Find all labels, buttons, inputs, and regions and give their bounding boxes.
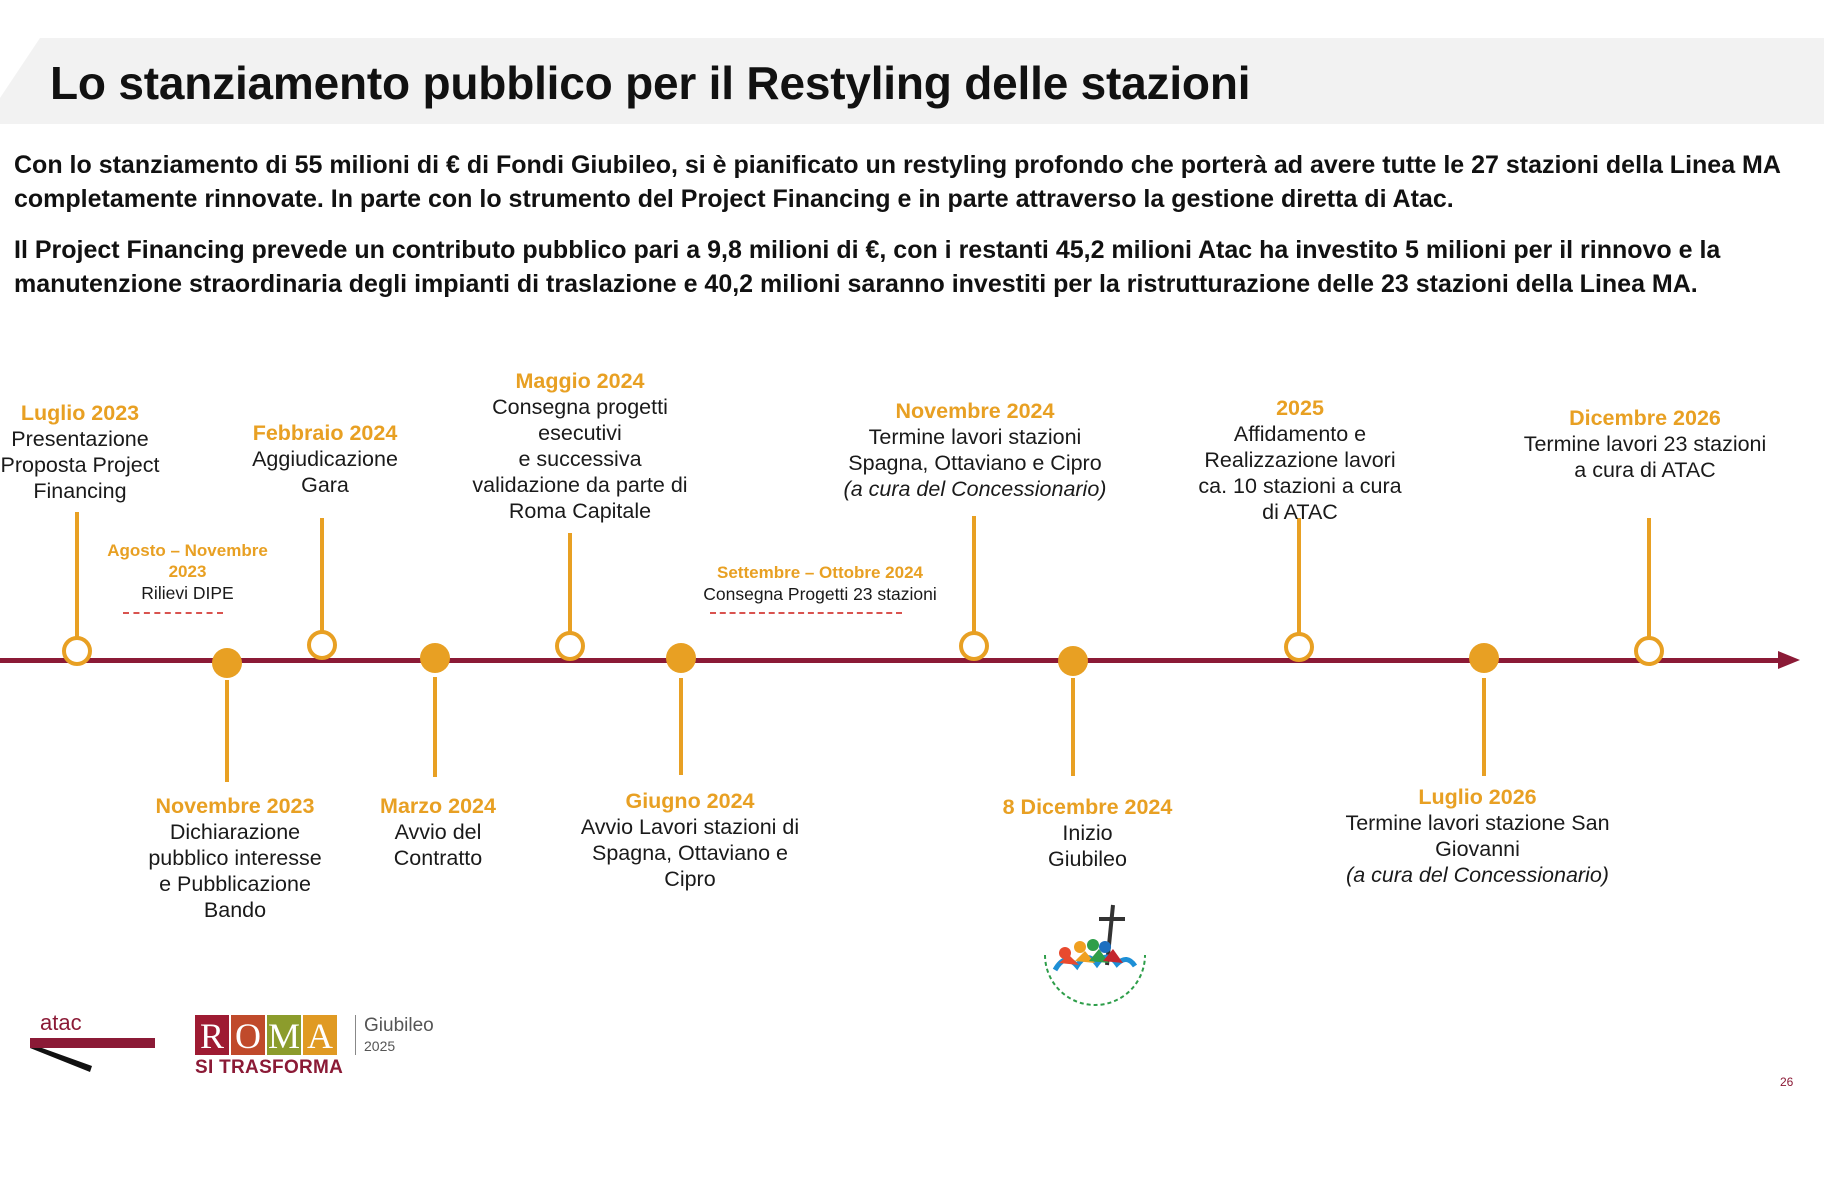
node-luglio-2026 xyxy=(1469,643,1499,673)
event-text: Presentazione Proposta Project Financing xyxy=(0,427,160,503)
event-text: Termine lavori 23 stazioni a cura di ATAC xyxy=(1523,432,1767,482)
roma-letter: O xyxy=(231,1015,265,1055)
atac-logo-icon xyxy=(30,1010,160,1072)
giubileo-title: Giubileo xyxy=(364,1015,434,1036)
stem-dicembre-2026 xyxy=(1647,518,1651,646)
event-date: Giugno 2024 xyxy=(625,789,755,813)
node-maggio-2024 xyxy=(555,631,585,661)
giubileo-2025-logo-icon xyxy=(1035,895,1155,1010)
event-maggio-2024 xyxy=(455,368,705,524)
giubileo-label xyxy=(355,1015,434,1055)
event-marzo-2024 xyxy=(358,793,518,871)
stem-marzo-2024 xyxy=(433,677,437,777)
intro-paragraph: Con lo stanziamento di 55 milioni di € di Fondi Giubileo, si è pianificato un restyling profondo che porterà ad avere tutte le 27 stazioni della Linea MA completamente rinnovate. In parte con lo strumento del Project Financing e in parte attraverso la gestione diretta di Atac. xyxy=(14,151,1781,213)
node-luglio-2023 xyxy=(62,636,92,666)
event-date: 8 Dicembre 2024 xyxy=(1002,795,1173,819)
event-febbraio-2024 xyxy=(225,420,425,498)
stem-luglio-2026 xyxy=(1482,678,1486,776)
event-luglio-2026 xyxy=(1320,784,1635,888)
event-novembre-2023 xyxy=(120,793,350,923)
node-dicembre-2026 xyxy=(1634,636,1664,666)
event-text: Affidamento e Realizzazione lavori ca. 10 stazioni a cura di ATAC xyxy=(1198,422,1402,524)
roma-letter: A xyxy=(303,1015,337,1055)
node-giugno-2024 xyxy=(666,643,696,673)
note-consegna-progetti xyxy=(690,562,950,605)
roma-si-trasforma-logo xyxy=(195,1015,343,1079)
stem-2025 xyxy=(1297,518,1301,643)
event-text: Dichiarazione pubblico interesse e Pubblicazione Bando xyxy=(148,820,322,922)
event-text: Termine lavori stazione San Giovanni xyxy=(1345,811,1610,861)
event-text: Termine lavori stazioni Spagna, Ottaviano e Cipro xyxy=(848,425,1102,475)
atac-logo-text: atac xyxy=(40,1010,82,1035)
stem-giugno-2024 xyxy=(679,678,683,775)
node-marzo-2024 xyxy=(420,643,450,673)
note-dash-rilievi xyxy=(123,612,223,614)
event-text: Avvio del Contratto xyxy=(393,820,483,870)
event-novembre-2024 xyxy=(830,398,1120,502)
roma-letter: M xyxy=(267,1016,300,1056)
note-date: Agosto – Novembre 2023 xyxy=(107,541,268,581)
stem-maggio-2024 xyxy=(568,533,572,641)
event-giugno-2024 xyxy=(560,788,820,892)
note-rilievi-dipe xyxy=(90,540,285,604)
roma-subtitle: SI TRASFORMA xyxy=(195,1057,344,1078)
event-date: Febbraio 2024 xyxy=(252,421,398,445)
event-text: Consegna progetti esecutivi e successiva validazione da parte di Roma Capitale xyxy=(472,395,688,523)
node-novembre-2024 xyxy=(959,631,989,661)
event-date: Maggio 2024 xyxy=(515,369,645,393)
stem-febbraio-2024 xyxy=(320,518,324,640)
event-date: Luglio 2023 xyxy=(20,401,140,425)
note-date: Settembre – Ottobre 2024 xyxy=(717,563,923,582)
page-title: Lo stanziamento pubblico per il Restyling delle stazioni xyxy=(50,57,1251,109)
stem-8-dicembre-2024 xyxy=(1071,678,1075,776)
note-text: Rilievi DIPE xyxy=(141,583,234,603)
event-luglio-2023 xyxy=(0,400,175,504)
event-date: 2025 xyxy=(1276,396,1324,420)
event-8-dicembre-2024 xyxy=(975,794,1200,872)
node-febbraio-2024 xyxy=(307,630,337,660)
event-date: Dicembre 2026 xyxy=(1569,406,1721,430)
event-subtext: (a cura del Concessionario) xyxy=(1346,863,1609,887)
event-dicembre-2026 xyxy=(1505,405,1785,483)
event-date: Novembre 2023 xyxy=(155,794,315,818)
stem-novembre-2024 xyxy=(972,516,976,642)
event-text: Aggiudicazione Gara xyxy=(252,447,398,497)
event-date: Novembre 2024 xyxy=(895,399,1055,423)
timeline-axis xyxy=(0,658,1780,663)
giubileo-year: 2025 xyxy=(364,1038,396,1054)
roma-letters xyxy=(195,1015,343,1055)
event-text: Avvio Lavori stazioni di Spagna, Ottaviano e Cipro xyxy=(580,815,800,891)
event-date: Marzo 2024 xyxy=(380,794,496,818)
stem-luglio-2023 xyxy=(75,512,79,644)
timeline-arrow-icon xyxy=(1778,651,1800,669)
note-dash-consegna xyxy=(710,612,902,614)
node-novembre-2023 xyxy=(212,648,242,678)
financing-paragraph: Il Project Financing prevede un contributo pubblico pari a 9,8 milioni di €, con i restanti 45,2 milioni Atac ha investito 5 milioni per il rinnovo e la manutenzione straordinaria degli impianti di traslazione e 40,2 milioni saranno investiti per la ristrutturazione delle 23 stazioni della Linea MA. xyxy=(14,236,1721,298)
note-text: Consegna Progetti 23 stazioni xyxy=(703,584,937,604)
node-2025 xyxy=(1284,632,1314,662)
page-number: 26 xyxy=(1780,1075,1794,1089)
stem-novembre-2023 xyxy=(225,680,229,782)
node-8-dicembre-2024 xyxy=(1058,646,1088,676)
roma-letter: R xyxy=(195,1015,229,1055)
event-subtext: (a cura del Concessionario) xyxy=(843,477,1107,501)
event-text: Inizio Giubileo xyxy=(1048,821,1127,871)
event-date: Luglio 2026 xyxy=(1418,785,1537,809)
event-2025 xyxy=(1180,395,1420,525)
